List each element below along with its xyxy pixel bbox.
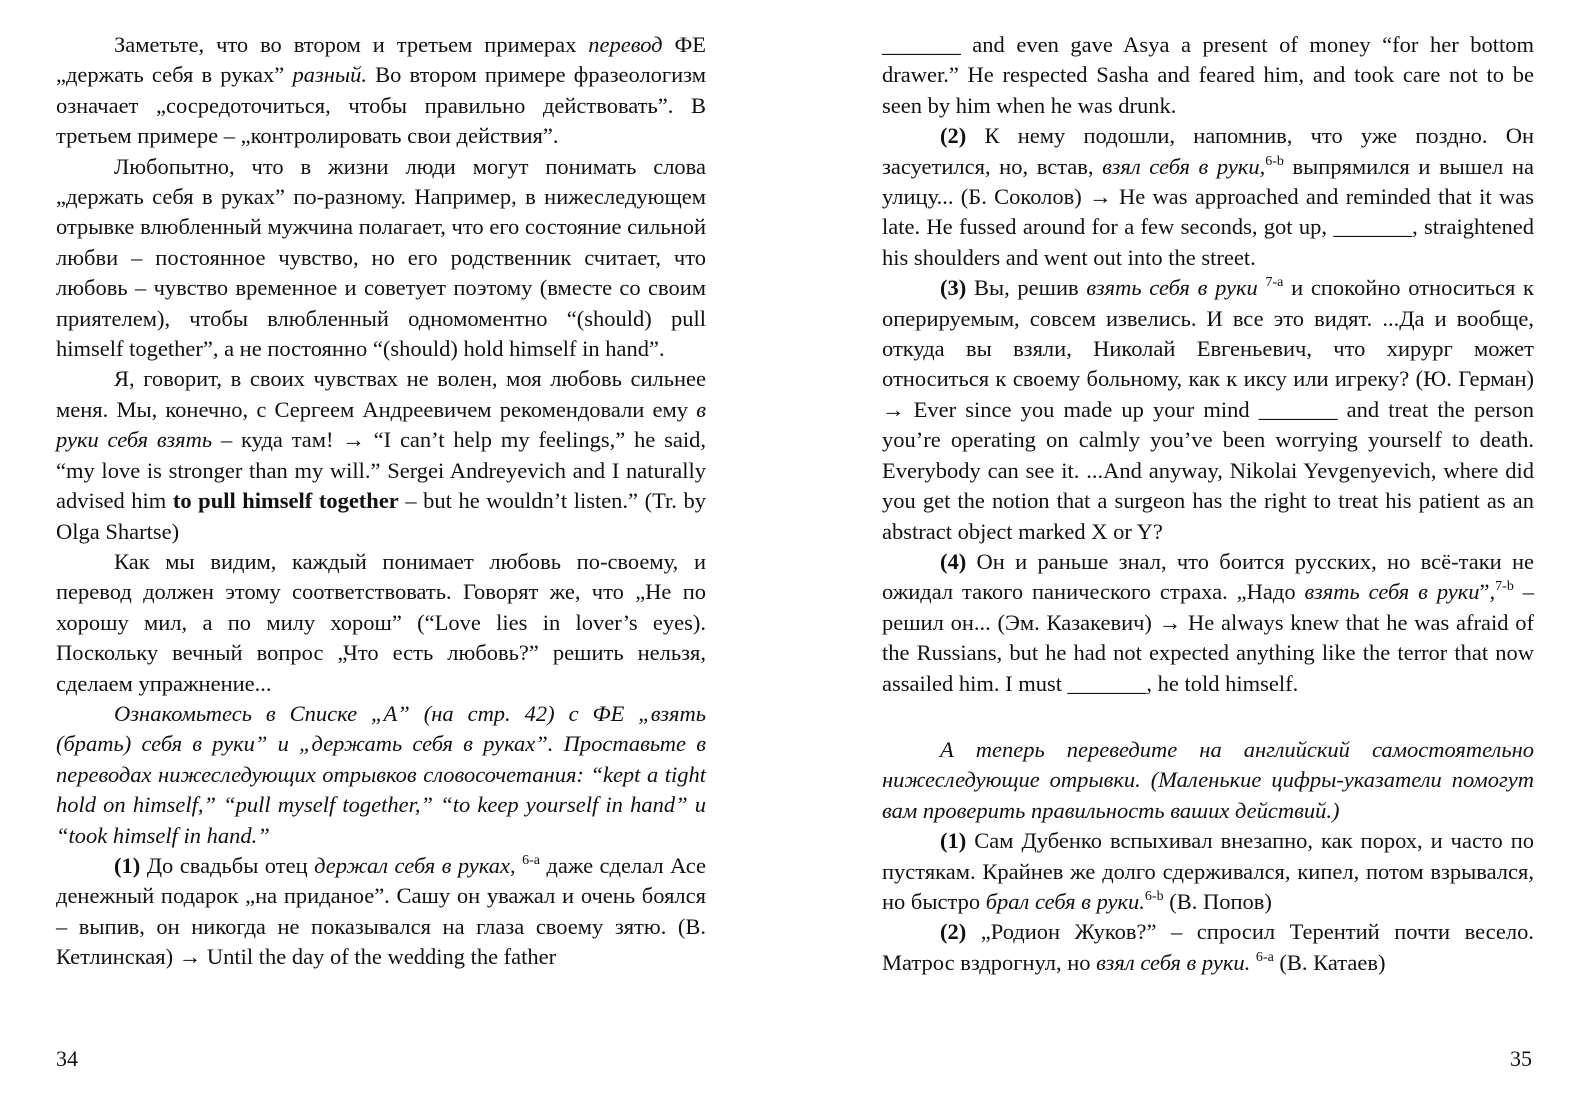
- paragraph: [882, 273, 1534, 547]
- text-run: – решил он... (Эм. Казакевич) → He always knew that he was afraid of the Russians, but he had not expected anything like the terror that now assailed him. I must _______, he told himself.: [882, 579, 1535, 696]
- instruction-paragraph: [882, 735, 1534, 826]
- text-run: – but he wouldn’t listen.” (Tr. by Olga Shartse): [56, 488, 706, 544]
- text-run: Во втором примере фразеологизм означает „сосредоточиться, чтобы правильно действовать”. В третьем примере – „контролировать свои действия”.: [56, 62, 706, 149]
- text-run: даже сделал Асе денежный подарок „на приданое”. Сашу он уважал и очень боялся – выпив, он никогда не показывался на глаза своему зятю. (В. Кетлинская) → Until the day of the wedding the father: [56, 852, 707, 970]
- page-number-right: 35: [1510, 1046, 1532, 1071]
- bold-text: (2): [940, 919, 967, 945]
- text-run: Я, говорит, в своих чувствах не волен, моя любовь сильнее меня. Мы, конечно, с Сергеем Андреевичем рекомендовали ему: [56, 366, 706, 422]
- paragraph: [56, 364, 706, 546]
- text-run: и спокойно относиться к оперируемым, совсем извелись. И все это видят. ...Да и вообще, откуда вы взяли, Николай Евгеньевич, что хирург может относиться к своему больному, как к иксу или игреку? (Ю. Герман) → Ever since you made up your mind _______ and treat the person you’re operating on calmly you’ve been worrying yourself to death. Everybody can see it. ...And anyway, Nikolai Yevgenyevich, where did you get the notion that a surgeon has the right to treat his patient as an abstract object marked X or Y?: [882, 275, 1534, 544]
- footnote-marker: 7-а: [1265, 275, 1284, 291]
- text-run: Любопытно, что в жизни люди могут понимать слова „держать себя в руках” по-разному. Например, в нижеследующем отрывке влюбленный мужчина полагает, что его состояние сильной любви – постоянное чувство, но его родственник считает, что любовь – чувство временное и советует поэтому (вместе со своим приятелем), чтобы влюбленный одномоментно “(should) pull himself together”, а не постоянно “(should) hold himself in hand”.: [56, 153, 706, 362]
- bold-text: (1): [940, 828, 967, 854]
- italic-text: разный.: [292, 62, 367, 88]
- paragraph: [882, 917, 1534, 978]
- paragraph: [56, 152, 706, 365]
- left-page: [56, 30, 706, 973]
- italic-text: держал себя в руках,: [314, 852, 516, 878]
- text-run: Заметьте, что во втором и третьем примерах: [114, 32, 589, 57]
- text-run: До свадьбы отец: [140, 852, 315, 878]
- text-run: Он и раньше знал, что боится русских, но всё-таки не ожидал такого панического страха. „Надо: [882, 548, 1534, 605]
- paragraph: [56, 851, 706, 973]
- right-page: [882, 30, 1534, 978]
- paragraph-spacer: [882, 699, 1534, 735]
- paragraph: [882, 121, 1534, 273]
- text-run: Как мы видим, каждый понимает любовь по-своему, и перевод должен этому соответствовать. Говорят же, что „Не по хорошу мил, а по милу хорош” (“Love lies in lover’s eyes). Поскольку вечный вопрос „Что есть любовь?” решить нельзя, сделаем упражнение...: [56, 548, 706, 696]
- text-run: „Родион Жуков?” – спросил Терентий почти весело. Матрос вздрогнул, но: [882, 919, 1534, 975]
- text-run: – куда там! → “I can’t help my feelings,” he said, “my love is stronger than my will.” Sergei Andreyevich and I naturally advised him: [56, 427, 706, 514]
- italic-text: взять себя в руки: [1304, 579, 1480, 605]
- text-run: [1258, 275, 1266, 300]
- text-run: ФЕ „держать себя в руках”: [56, 32, 706, 88]
- footnote-marker: 7-b: [1495, 579, 1514, 595]
- paragraph: [56, 547, 706, 699]
- footnote-marker: 6-b: [1144, 888, 1164, 904]
- paragraph: [882, 30, 1534, 121]
- text-run: К нему подошли, напомнив, что уже поздно. Он засуетился, но, встав,: [882, 123, 1534, 179]
- text-run: ”,: [1479, 579, 1496, 605]
- bold-text: (4): [940, 548, 967, 574]
- italic-text: брал себя в руки.: [985, 888, 1145, 914]
- text-run: А теперь переведите на английский самостоятельно нижеследующие отрывки. (Маленькие цифры-указатели помогут вам проверить правильность ваших действий.): [882, 736, 1534, 823]
- instruction-paragraph: [56, 699, 706, 851]
- text-run: (В. Попов): [1163, 888, 1272, 914]
- paragraph: [882, 826, 1534, 917]
- italic-text: перевод: [588, 32, 663, 57]
- footnote-marker: 6-b: [1265, 153, 1284, 169]
- bold-text: (3): [940, 275, 967, 301]
- italic-text: взял себя в руки,: [1102, 153, 1266, 179]
- page-number-left: 34: [56, 1046, 78, 1071]
- footnote-marker: 6-а: [1255, 949, 1274, 965]
- text-run: Ознакомьтесь в Списке „А” (на стр. 42) с ФЕ „взять (брать) себя в руки” и „держать себя в руках”. Проставьте в переводах нижеследующих отрывков словосочетания: “kept a tight hold on himself,” “pull myself together,” “to keep yourself in hand” и “took himself in hand.”: [56, 700, 706, 848]
- footnote-marker: 6-а: [522, 852, 540, 868]
- bold-text: to pull himself together: [172, 488, 399, 514]
- paragraph: [882, 547, 1534, 699]
- italic-text: в руки себя взять: [56, 396, 706, 453]
- italic-text: взять себя в руки: [1086, 275, 1258, 301]
- italic-text: взял себя в руки.: [1096, 949, 1251, 975]
- text-run: Сам Дубенко вспыхивал внезапно, как порох, и часто по пустякам. Крайнев же долго сдерживался, кипел, потом взрывался, но быстро: [882, 828, 1534, 914]
- paragraph: [56, 30, 706, 152]
- text-run: Вы, решив: [966, 275, 1087, 301]
- bold-text: (1): [114, 852, 141, 878]
- text-run: _______ and even gave Asya a present of money “for her bottom drawer.” He respected Sasha and feared him, and took care not to be seen by him when he was drunk.: [882, 32, 1534, 118]
- text-run: (В. Катаев): [1273, 949, 1386, 975]
- text-run: выпрямился и вышел на улицу... (Б. Соколов) → He was approached and reminded that it was late. He fussed around for a few seconds, got up, _______, straightened his shoulders and went out into the street.: [882, 153, 1534, 270]
- bold-text: (2): [940, 123, 967, 149]
